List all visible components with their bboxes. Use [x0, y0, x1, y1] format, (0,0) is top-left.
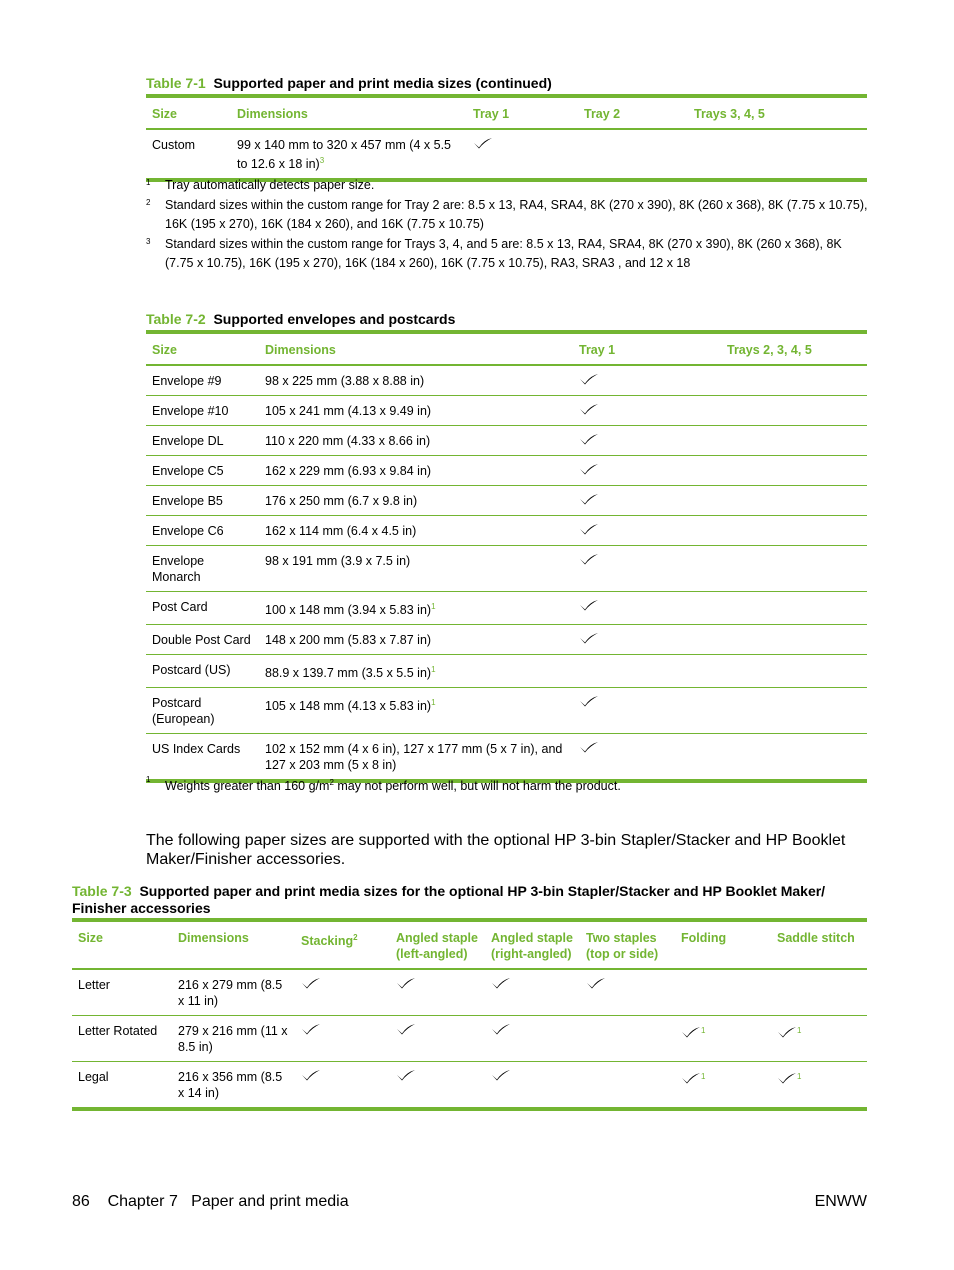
checkmark-icon: [579, 632, 599, 644]
tray1-cell: [467, 129, 578, 180]
dimensions-cell: [259, 592, 573, 625]
dimensions-cell: [231, 129, 467, 180]
column-header: [721, 332, 867, 365]
option-cell: [771, 1062, 867, 1110]
dimensions-cell: [259, 688, 573, 734]
table2-header-row: [146, 332, 867, 365]
column-header: [259, 332, 573, 365]
table-row: [146, 655, 867, 688]
checkmark-icon: [579, 523, 599, 535]
dimensions-text: 176 x 250 mm (6.7 x 9.8 in): [265, 494, 418, 508]
tray1-cell: [573, 625, 721, 655]
checkmark-icon: [586, 977, 606, 989]
column-header: [72, 920, 172, 969]
option-cell: [390, 969, 485, 1016]
table3: [72, 918, 867, 1111]
dimensions-text: 162 x 114 mm (6.4 x 4.5 in): [265, 524, 417, 538]
dimensions-cell: 216 x 356 mm (8.5 x 14 in): [178, 1070, 283, 1100]
checkmark-icon: [473, 137, 493, 149]
table-row: [146, 592, 867, 625]
table-row: [146, 625, 867, 655]
checkmark-icon: [579, 373, 599, 385]
table-row: [146, 426, 867, 456]
footnote-ref: 1: [431, 602, 436, 611]
column-header: [172, 920, 295, 969]
checkmark-icon: [579, 741, 599, 753]
table1-footnotes: [146, 176, 868, 274]
table-row: [146, 129, 867, 180]
table-row: [146, 688, 867, 734]
table-row: [72, 969, 867, 1016]
column-header-label: Tray 2: [584, 107, 621, 121]
checkmark-icon: [301, 1069, 321, 1081]
dimensions-text: 98 x 191 mm (3.9 x 7.5 in): [265, 554, 411, 568]
column-header: [146, 332, 259, 365]
checkmark-icon: [396, 977, 416, 989]
dimensions-cell: [259, 456, 573, 486]
option-cell: [580, 969, 675, 1016]
footnote: [146, 235, 868, 274]
checkmark-icon: [396, 1023, 416, 1035]
dimensions-cell: 279 x 216 mm (11 x 8.5 in): [178, 1024, 288, 1054]
table1-header-row: [146, 96, 867, 129]
column-header: [485, 920, 580, 969]
dimensions-text: 105 x 241 mm (4.13 x 9.49 in): [265, 404, 432, 418]
size-cell: Letter: [78, 978, 110, 992]
size-cell: Double Post Card: [152, 633, 251, 648]
footnote-text: Standard sizes within the custom range for Tray 2 are: 8.5 x 13, RA4, SRA4, 8K (270 x 390), 8K (260 x 368), 8K (7.75 x 10.75), 16K (195 x 270), 16K (184 x 260), and 16K (7.75 x 10.75): [165, 197, 868, 231]
footnote-text-pre: Weights greater than 160 g/m: [165, 779, 330, 794]
trays2345-cell: [721, 486, 867, 516]
footnote-number: 1: [146, 178, 151, 187]
option-cell: [580, 1016, 675, 1062]
option-cell: [675, 1016, 771, 1062]
checkmark-icon: [301, 977, 321, 989]
column-header-label: Tray 1: [473, 107, 510, 121]
column-header: [573, 332, 721, 365]
column-header-label: Stacking: [301, 934, 354, 949]
column-header-label: Two staples (top or side): [586, 931, 659, 961]
checkmark-icon: [579, 463, 599, 475]
dimensions-cell: [259, 546, 573, 592]
trays2345-cell: [721, 592, 867, 625]
checkmark-icon: [681, 1026, 701, 1038]
chapter-title: Chapter 7 Paper and print media: [107, 1193, 349, 1210]
table-row: [72, 1016, 867, 1062]
size-cell: Envelope #9: [152, 374, 222, 388]
table1-label: Table 7-1: [146, 75, 206, 91]
checkmark-icon: [301, 1023, 321, 1035]
table-row: [146, 456, 867, 486]
column-header-label: Trays 2, 3, 4, 5: [727, 343, 812, 357]
table1-title: Supported paper and print media sizes (continued): [213, 75, 552, 91]
dimensions-cell: [259, 516, 573, 546]
table2-footnote: [146, 773, 868, 797]
table2-title: Supported envelopes and postcards: [213, 311, 456, 327]
checkmark-icon: [579, 433, 599, 445]
table2: [146, 330, 867, 783]
checkmark-icon: [396, 1069, 416, 1081]
dimensions-cell: [259, 486, 573, 516]
option-cell: [295, 1016, 390, 1062]
tray1-cell: [573, 655, 721, 688]
footnote-number: 2: [146, 197, 151, 207]
column-header: [675, 920, 771, 969]
checkmark-icon: [579, 493, 599, 505]
stacking-footnote-ref: 2: [353, 933, 358, 942]
checkmark-icon: [579, 403, 599, 415]
footnote-ref: 1: [701, 1026, 706, 1035]
option-cell: [390, 1016, 485, 1062]
size-cell: US Index Cards: [152, 742, 241, 757]
option-cell: [295, 1062, 390, 1110]
column-header-label: Saddle stitch: [777, 931, 855, 945]
tray1-cell: [573, 365, 721, 396]
table3-caption: [72, 883, 872, 917]
trays2345-cell: [721, 456, 867, 486]
table-row: [146, 486, 867, 516]
dimensions-cell: [259, 396, 573, 426]
page-footer-brand: ENWW: [814, 1193, 867, 1210]
table-row: [72, 1062, 867, 1110]
trays2345-cell: [721, 688, 867, 734]
footnote-exponent: 2: [329, 778, 334, 787]
dimensions-cell: [259, 655, 573, 688]
checkmark-icon: [777, 1072, 797, 1084]
table2-label: Table 7-2: [146, 311, 206, 327]
footnote-text-post: may not perform well, but will not harm the product.: [333, 779, 621, 794]
footnote-ref: 3: [319, 156, 325, 165]
column-header: [771, 920, 867, 969]
option-cell: [390, 1062, 485, 1110]
trays2345-cell: [721, 426, 867, 456]
column-header: [467, 96, 578, 129]
tray1-cell: [573, 456, 721, 486]
table1-caption: [146, 75, 552, 91]
option-cell: [771, 1016, 867, 1062]
size-cell: Postcard (European): [152, 696, 215, 727]
dimensions-text: 162 x 229 mm (6.93 x 9.84 in): [265, 464, 432, 478]
footnote: [146, 196, 868, 235]
dimensions-cell: [259, 365, 573, 396]
column-header: [390, 920, 485, 969]
dimensions-text: 98 x 225 mm (3.88 x 8.88 in): [265, 374, 425, 388]
checkmark-icon: [491, 1069, 511, 1081]
footnote-ref: 1: [701, 1072, 706, 1081]
trays2345-cell: [721, 625, 867, 655]
option-cell: [485, 969, 580, 1016]
tray1-cell: [573, 486, 721, 516]
column-header: [578, 96, 688, 129]
column-header: [688, 96, 867, 129]
column-header-label: Size: [78, 931, 104, 945]
checkmark-icon: [681, 1072, 701, 1084]
tray1-cell: [573, 592, 721, 625]
footnote-ref: 1: [431, 665, 436, 675]
size-cell: Envelope DL: [152, 434, 224, 448]
column-header-label: Dimensions: [178, 931, 249, 945]
column-header-label: Angled staple (right-angled): [491, 931, 573, 961]
column-header: [295, 920, 390, 969]
trays2345-cell: [721, 396, 867, 426]
footnote-ref: 1: [797, 1072, 802, 1081]
trays2345-cell: [721, 546, 867, 592]
option-cell: [771, 969, 867, 1016]
table-row: [146, 396, 867, 426]
dimensions-text: 99 x 140 mm to 320 x 457 mm (4 x 5.5 to 12.6 x 18 in): [237, 138, 451, 172]
option-cell: [580, 1062, 675, 1110]
footnote-ref: 1: [431, 698, 436, 708]
size-cell: Legal: [78, 1070, 109, 1084]
option-cell: [675, 1062, 771, 1110]
tray1-cell: [573, 426, 721, 456]
size-cell: Envelope C5: [152, 464, 224, 478]
dimensions-text: 100 x 148 mm (3.94 x 5.83 in): [265, 603, 432, 618]
table3-header-row: [72, 920, 867, 969]
footnote-ref: 1: [797, 1026, 802, 1035]
trays345-cell: [688, 129, 867, 180]
option-cell: [485, 1062, 580, 1110]
table-row: [146, 516, 867, 546]
checkmark-icon: [579, 599, 599, 611]
dimensions-cell: [259, 426, 573, 456]
tray1-cell: [573, 688, 721, 734]
size-cell: Custom: [152, 138, 196, 152]
size-cell: Letter Rotated: [78, 1024, 158, 1038]
column-header: [146, 96, 231, 129]
column-header: [231, 96, 467, 129]
size-cell: Postcard (US): [152, 663, 231, 678]
dimensions-text: 102 x 152 mm (4 x 6 in), 127 x 177 mm (5 x 7 in), and 127 x 203 mm (5 x 8 in): [265, 742, 563, 773]
footnote-number: 3: [146, 236, 151, 246]
trays2345-cell: [721, 655, 867, 688]
option-cell: [675, 969, 771, 1016]
dimensions-cell: [259, 625, 573, 655]
dimensions-text: 105 x 148 mm (4.13 x 5.83 in): [265, 699, 432, 714]
column-header: [580, 920, 675, 969]
checkmark-icon: [579, 695, 599, 707]
tray2-cell: [578, 129, 688, 180]
tray1-cell: [573, 546, 721, 592]
table3-label: Table 7-3: [72, 883, 132, 899]
checkmark-icon: [491, 977, 511, 989]
trays2345-cell: [721, 365, 867, 396]
table1: [146, 94, 867, 182]
footnote: [146, 176, 868, 196]
dimensions-text: 148 x 200 mm (5.83 x 7.87 in): [265, 633, 432, 648]
footnote-text: Tray automatically detects paper size.: [165, 178, 375, 192]
column-header-label: Tray 1: [579, 343, 616, 357]
page-footer-left: [72, 1193, 349, 1211]
size-cell: Envelope Monarch: [152, 554, 205, 584]
footnote-text: Standard sizes within the custom range for Trays 3, 4, and 5 are: 8.5 x 13, RA4, SRA4, 8K (270 x 390), 8K (260 x 368), 8K (7.75 x 10.75), 16K (195 x 270), 16K (184 x 260), 16K (7.75 x 10.75), RA3, SRA3 , and 12 x 18: [165, 236, 842, 270]
checkmark-icon: [491, 1023, 511, 1035]
table2-caption: [146, 311, 455, 327]
table-row: [146, 546, 867, 592]
column-header-label: Angled staple (left-angled): [396, 931, 478, 961]
column-header-label: Dimensions: [265, 343, 336, 357]
page-number: 86: [72, 1193, 90, 1210]
column-header-label: Dimensions: [237, 107, 308, 121]
column-header-label: Size: [152, 343, 178, 357]
trays2345-cell: [721, 516, 867, 546]
size-cell: Post Card: [152, 600, 208, 614]
checkmark-icon: [579, 553, 599, 565]
table-row: [146, 365, 867, 396]
option-cell: [485, 1016, 580, 1062]
size-cell: Envelope B5: [152, 494, 223, 508]
dimensions-text: 110 x 220 mm (4.33 x 8.66 in): [265, 434, 431, 448]
tray1-cell: [573, 516, 721, 546]
footnote-number: 1: [146, 775, 151, 784]
column-header-label: Folding: [681, 931, 727, 945]
dimensions-text: 88.9 x 139.7 mm (3.5 x 5.5 in): [265, 666, 432, 681]
column-header-label: Size: [152, 107, 178, 121]
size-cell: Envelope C6: [152, 524, 224, 538]
tray1-cell: [573, 396, 721, 426]
column-header-label: Trays 3, 4, 5: [694, 107, 765, 121]
dimensions-cell: 216 x 279 mm (8.5 x 11 in): [178, 978, 283, 1008]
checkmark-icon: [777, 1026, 797, 1038]
option-cell: [295, 969, 390, 1016]
size-cell: Envelope #10: [152, 404, 229, 418]
intro-paragraph: The following paper sizes are supported with the optional HP 3-bin Stapler/Stacker and HP Booklet Maker/Finisher accessories.: [146, 832, 846, 868]
table3-title: Supported paper and print media sizes for the optional HP 3-bin Stapler/Stacker and HP Booklet Maker/ Finisher accessories: [72, 883, 826, 916]
